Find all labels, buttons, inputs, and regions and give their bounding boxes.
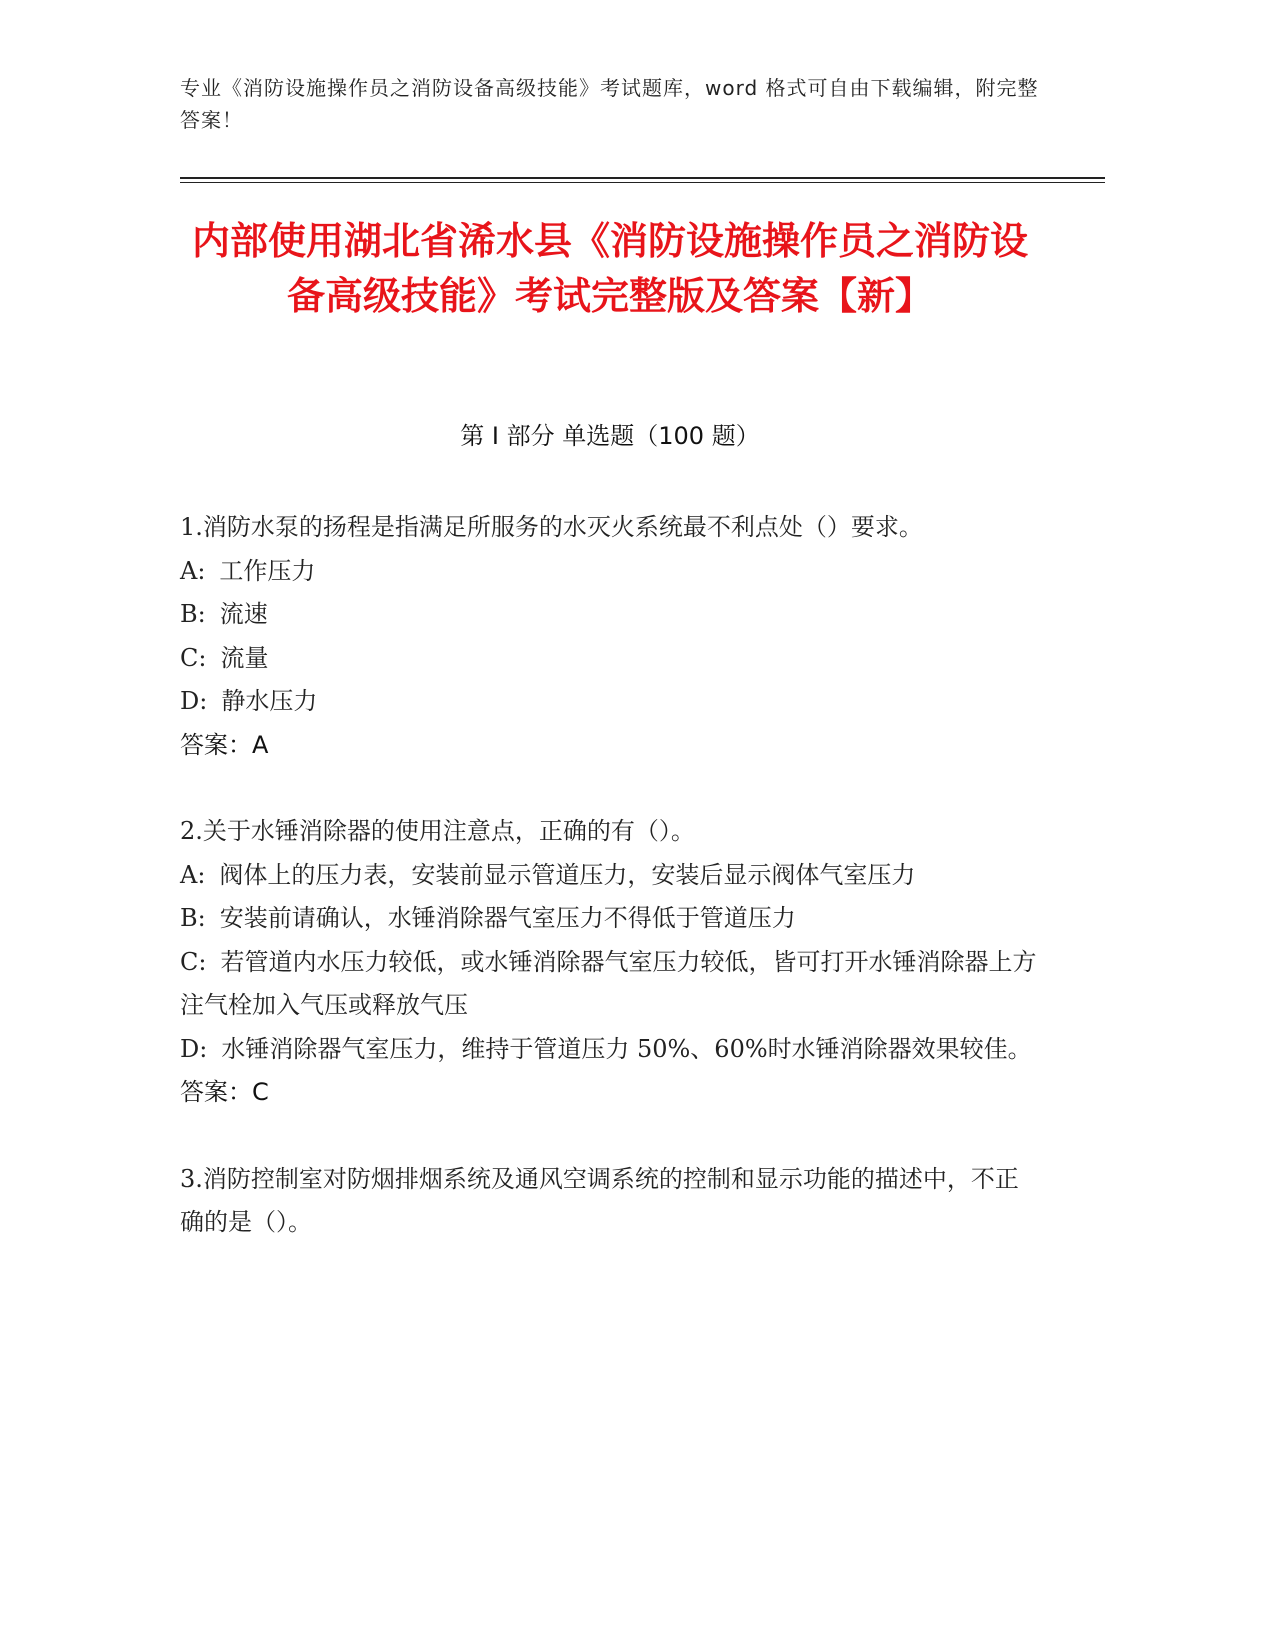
option-c [180,637,1040,681]
option-label: B: [180,904,206,932]
option-a [180,854,1040,898]
header-note: 专业《消防设施操作员之消防设备高级技能》考试题库，word 格式可自由下载编辑，附完整答案！ [180,76,1039,132]
answer: 答案：A [180,730,269,759]
option-text: 水锤消除器气室压力，维持于管道压力 50%、60%时水锤消除器效果较佳。 [221,1034,1032,1063]
option-a [180,550,1040,594]
option-b [180,593,1040,637]
header-divider-thin [180,182,1105,183]
question-1 [180,506,1040,767]
question-3 [180,1158,1040,1245]
question-list [180,506,1040,1288]
option-text: 若管道内水压力较低，或水锤消除器气室压力较低，皆可打开水锤消除器上方注气栓加入气压或释放气压 [180,947,1037,1019]
option-text: 阀体上的压力表，安装前显示管道压力，安装后显示阀体气室压力 [219,860,916,889]
question-text: 1.消防水泵的扬程是指满足所服务的水灭火系统最不利点处（）要求。 [180,513,923,541]
option-d [180,1028,1040,1072]
option-label: C: [180,643,207,672]
option-label: D: [180,1034,208,1063]
option-label: D: [180,687,208,715]
option-text: 流量 [220,643,269,672]
option-label: C: [180,947,207,976]
option-text: 安装前请确认，水锤消除器气室压力不得低于管道压力 [219,904,796,932]
header-divider-thick [180,177,1105,179]
document-title: 内部使用湖北省浠水县《消防设施操作员之消防设备高级技能》考试完整版及答案【新】 [191,219,1028,318]
question-text: 3.消防控制室对防烟排烟系统及通风空调系统的控制和显示功能的描述中，不正确的是（）。 [180,1164,1019,1236]
answer: 答案：C [180,1078,269,1106]
option-text: 静水压力 [221,687,318,715]
option-text: 流速 [219,600,268,628]
option-label: A: [180,860,206,889]
option-d [180,680,1040,724]
section-heading: 第 I 部分 单选题（100 题） [460,422,760,450]
option-label: B: [180,600,206,628]
option-b [180,897,1040,941]
option-text: 工作压力 [219,556,316,585]
option-label: A: [180,556,206,585]
question-2 [180,810,1040,1115]
question-text: 2.关于水锤消除器的使用注意点，正确的有（）。 [180,817,695,845]
option-c [180,941,1040,1028]
